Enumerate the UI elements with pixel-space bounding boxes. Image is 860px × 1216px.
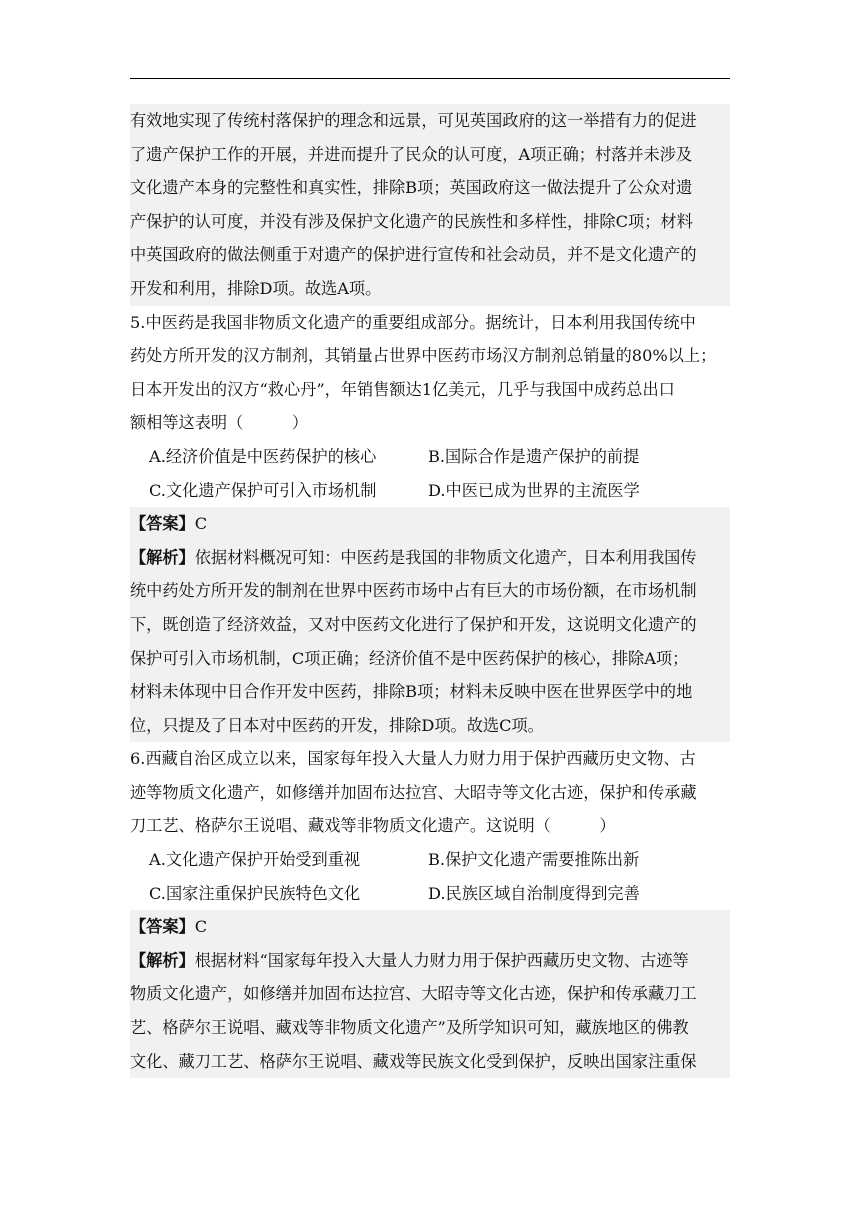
option-d: D.民族区域自治制度得到完善: [428, 883, 640, 903]
question-5-stem: 5.中医药是我国非物质文化遗产的重要组成部分。据统计，日本利用我国传统中: [130, 312, 696, 332]
page-content: [130, 104, 730, 1078]
analysis-tag: 【解析】: [130, 547, 195, 567]
analysis-tag: 【解析】: [130, 950, 195, 970]
analysis-line: 中英国政府的做法侧重于对遗产的保护进行宣传和社会动员，并不是文化遗产的: [130, 238, 730, 272]
question-6-stem: 6.西藏自治区成立以来，国家每年投入大量人力财力用于保护西藏历史文物、古: [130, 749, 696, 769]
answer-value: C: [194, 514, 208, 534]
question-5-options-row: [130, 440, 730, 474]
analysis-line: [130, 944, 730, 978]
answer-tag: 【答案】: [130, 514, 195, 534]
analysis-line: 文化、藏刀工艺、格萨尔王说唱、藏戏等民族文化受到保护，反映出国家注重保: [130, 1045, 730, 1079]
question-5-stem: 日本开发出的汉方“救心丹”，年销售额达1亿美元，几乎与我国中成药总出口: [130, 379, 675, 399]
option-d: D.中医已成为世界的主流医学: [428, 480, 640, 500]
analysis-line: 材料未体现中日合作开发中医药，排除B项；材料未反映中医在世界医学中的地: [130, 675, 730, 709]
analysis-text: 根据材料“国家每年投入大量人力财力用于保护西藏历史文物、古迹等: [194, 950, 689, 970]
analysis-line: 下，既创造了经济效益，又对中医药文化进行了保护和开发，这说明文化遗产的: [130, 608, 730, 642]
analysis-line: 了遗产保护工作的开展，并进而提升了民众的认可度，A项正确；村落并未涉及: [130, 138, 730, 172]
analysis-line: 文化遗产本身的完整性和真实性，排除B项；英国政府这一做法提升了公众对遗: [130, 171, 730, 205]
option-a: A.经济价值是中医药保护的核心: [149, 446, 377, 466]
question-6-stem: 迹等物质文化遗产，如修缮并加固布达拉宫、大昭寺等文化古迹，保护和传承藏: [130, 782, 697, 802]
question-6-options-row: [130, 843, 730, 877]
analysis-line: 物质文化遗产，如修缮并加固布达拉宫、大昭寺等文化古迹，保护和传承藏刀工: [130, 977, 730, 1011]
analysis-line: 有效地实现了传统村落保护的理念和远景，可见英国政府的这一举措有力的促进: [130, 104, 730, 138]
header-rule: [130, 78, 730, 79]
option-a: A.文化遗产保护开始受到重视: [149, 850, 361, 870]
option-c: C.文化遗产保护可引入市场机制: [149, 480, 377, 500]
question-6-options-row: [130, 877, 730, 911]
answer-tag: 【答案】: [130, 917, 195, 937]
question-5-stem: 药处方所开发的汉方制剂，其销量占世界中医药市场汉方制剂总销量的80%以上；: [130, 346, 717, 366]
question-6-stem: 刀工艺、格萨尔王说唱、藏戏等非物质文化遗产。这说明（ ）: [130, 816, 616, 836]
option-b: B.国际合作是遗产保护的前提: [428, 446, 640, 466]
answer-line: [130, 507, 730, 541]
analysis-line: 艺、格萨尔王说唱、藏戏等非物质文化遗产”及所学知识可知，藏族地区的佛教: [130, 1011, 730, 1045]
analysis-line: 产保护的认可度，并没有涉及保护文化遗产的民族性和多样性，排除C项；材料: [130, 205, 730, 239]
analysis-line: 位，只提及了日本对中医药的开发，排除D项。故选C项。: [130, 709, 730, 743]
analysis-line: 保护可引入市场机制，C项正确；经济价值不是中医药保护的核心，排除A项；: [130, 642, 730, 676]
question-5-stem: 额相等这表明（ ）: [130, 413, 309, 433]
option-b: B.保护文化遗产需要推陈出新: [428, 850, 640, 870]
answer-line: [130, 910, 730, 944]
analysis-line: 统中药处方所开发的制剂在世界中医药市场中占有巨大的市场份额，在市场机制: [130, 574, 730, 608]
analysis-line: [130, 541, 730, 575]
question-5-options-row: [130, 474, 730, 508]
analysis-text: 依据材料概况可知：中医药是我国的非物质文化遗产，日本利用我国传: [194, 547, 697, 567]
answer-value: C: [194, 917, 208, 937]
option-c: C.国家注重保护民族特色文化: [149, 883, 361, 903]
analysis-line: 开发和利用，排除D项。故选A项。: [130, 272, 730, 306]
